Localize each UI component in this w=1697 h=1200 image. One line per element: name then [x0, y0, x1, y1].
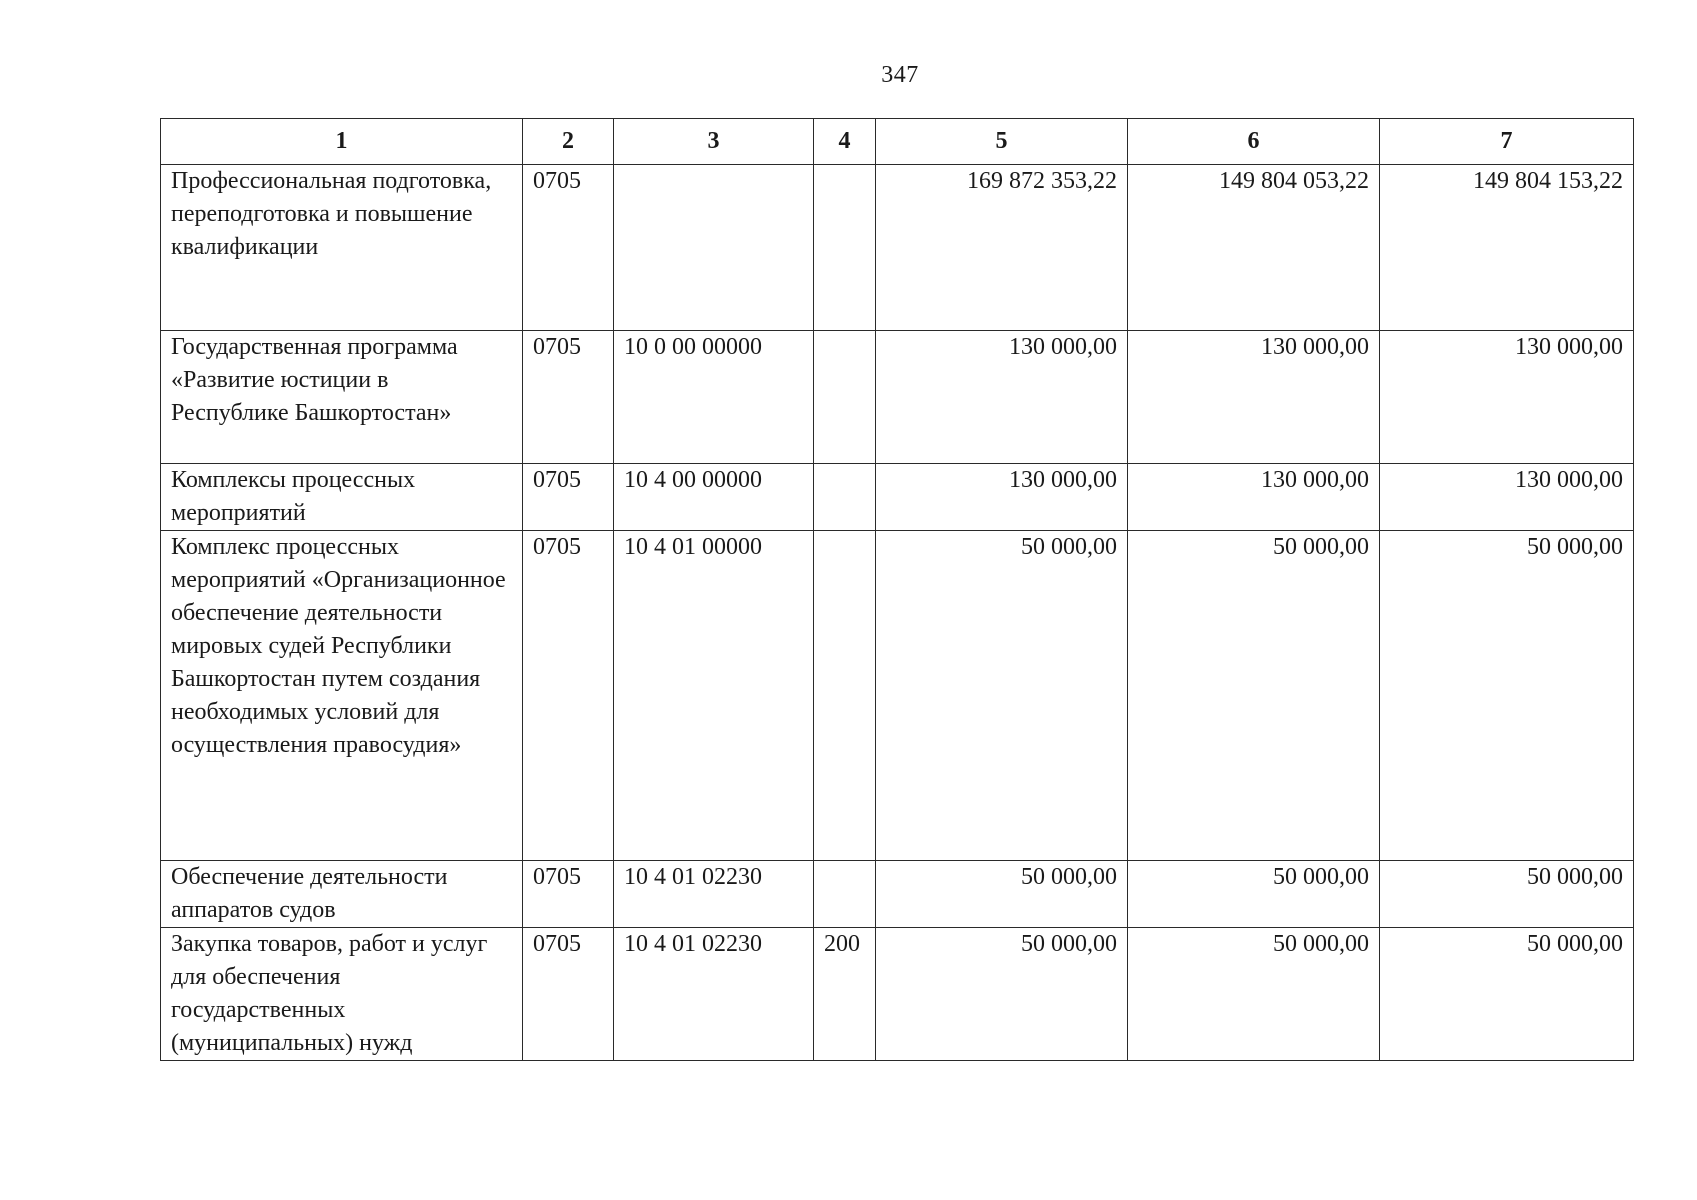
row-year3-cell: 130 000,00 [1380, 331, 1634, 464]
header-col-3: 3 [614, 119, 814, 165]
row-year1-cell: 130 000,00 [876, 464, 1128, 531]
row-code-cell: 10 4 01 02230 [614, 861, 814, 928]
row-kind-cell [814, 165, 876, 331]
row-name-cell: Профессиональная подготовка, переподготовка и повышение квалификации [161, 165, 523, 331]
table-row [161, 861, 1634, 928]
row-code-cell: 10 4 01 02230 [614, 928, 814, 1061]
table-row [161, 331, 1634, 464]
row-year3-cell: 50 000,00 [1380, 928, 1634, 1061]
budget-table [160, 118, 1634, 1061]
row-section-cell: 0705 [523, 165, 614, 331]
row-kind-cell [814, 531, 876, 861]
row-code-cell [614, 165, 814, 331]
row-name-cell: Закупка товаров, работ и услуг для обеспечения государственных (муниципальных) нужд [161, 928, 523, 1061]
row-name-cell: Комплекс процессных мероприятий «Организационное обеспечение деятельности мировых судей Республики Башкортостан путем создания необходимых условий для осуществления правосудия» [161, 531, 523, 861]
row-name-cell: Комплексы процессных мероприятий [161, 464, 523, 531]
table-row [161, 928, 1634, 1061]
row-year1-cell: 50 000,00 [876, 861, 1128, 928]
row-section-cell: 0705 [523, 928, 614, 1061]
page-number: 347 [881, 62, 919, 88]
header-col-5: 5 [876, 119, 1128, 165]
table-row [161, 464, 1634, 531]
row-section-cell: 0705 [523, 861, 614, 928]
row-code-cell: 10 4 01 00000 [614, 531, 814, 861]
row-year3-cell: 149 804 153,22 [1380, 165, 1634, 331]
row-name-cell: Обеспечение деятельности аппаратов судов [161, 861, 523, 928]
row-year3-cell: 130 000,00 [1380, 464, 1634, 531]
row-code-cell: 10 0 00 00000 [614, 331, 814, 464]
row-year2-cell: 50 000,00 [1128, 928, 1380, 1061]
row-year3-cell: 50 000,00 [1380, 861, 1634, 928]
row-year2-cell: 149 804 053,22 [1128, 165, 1380, 331]
row-name-cell: Государственная программа «Развитие юстиции в Республике Башкортостан» [161, 331, 523, 464]
header-col-2: 2 [523, 119, 614, 165]
row-kind-cell [814, 861, 876, 928]
header-col-1: 1 [161, 119, 523, 165]
row-year2-cell: 50 000,00 [1128, 861, 1380, 928]
header-col-4: 4 [814, 119, 876, 165]
row-year1-cell: 130 000,00 [876, 331, 1128, 464]
row-year1-cell: 169 872 353,22 [876, 165, 1128, 331]
row-kind-cell [814, 464, 876, 531]
row-year1-cell: 50 000,00 [876, 928, 1128, 1061]
row-section-cell: 0705 [523, 531, 614, 861]
row-year2-cell: 130 000,00 [1128, 464, 1380, 531]
row-kind-cell: 200 [814, 928, 876, 1061]
table-row [161, 165, 1634, 331]
row-section-cell: 0705 [523, 331, 614, 464]
row-code-cell: 10 4 00 00000 [614, 464, 814, 531]
row-section-cell: 0705 [523, 464, 614, 531]
row-year2-cell: 130 000,00 [1128, 331, 1380, 464]
table-row [161, 531, 1634, 861]
row-year2-cell: 50 000,00 [1128, 531, 1380, 861]
row-year1-cell: 50 000,00 [876, 531, 1128, 861]
header-row [161, 119, 1634, 165]
header-col-7: 7 [1380, 119, 1634, 165]
row-kind-cell [814, 331, 876, 464]
row-year3-cell: 50 000,00 [1380, 531, 1634, 861]
header-col-6: 6 [1128, 119, 1380, 165]
